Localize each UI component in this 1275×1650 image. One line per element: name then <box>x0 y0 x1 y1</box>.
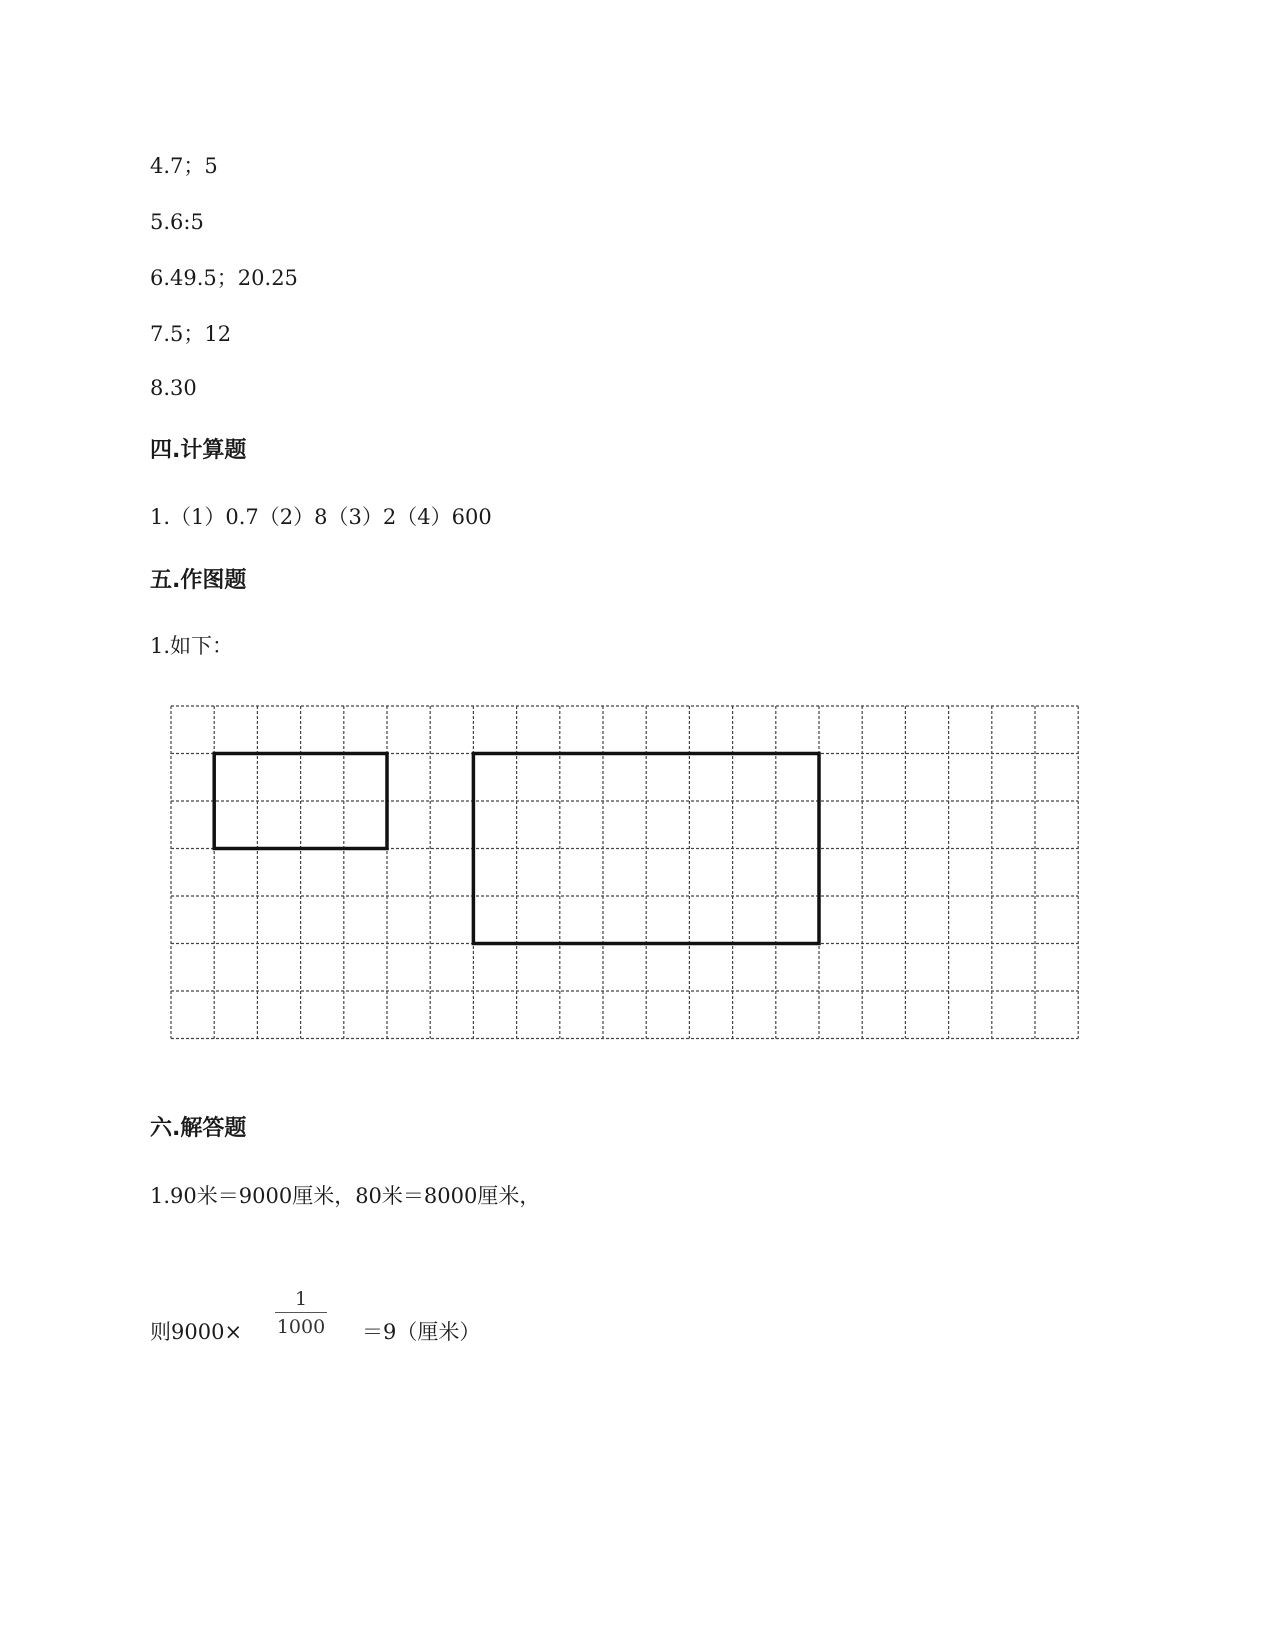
fraction <box>273 1287 329 1339</box>
section-heading-drawing: 五.作图题 <box>150 568 247 593</box>
section-heading-calculation: 四.计算题 <box>150 438 247 463</box>
answer-5: 5.6:5 <box>150 210 204 234</box>
word-problem-line-2-suffix: ＝9（厘米） <box>362 1320 481 1344</box>
calculation-answer: 1.（1）0.7（2）8（3）2（4）600 <box>150 505 492 529</box>
section-heading-word-problems: 六.解答题 <box>150 1116 247 1141</box>
grid-figure <box>170 705 1080 1045</box>
word-problem-line-2-prefix: 则9000× <box>150 1320 243 1344</box>
fraction-numerator: 1 <box>294 1288 308 1310</box>
grid-lines <box>171 706 1078 1039</box>
answer-8: 8.30 <box>150 376 197 400</box>
fraction-denominator: 1000 <box>276 1316 326 1338</box>
fraction-bar <box>275 1312 327 1313</box>
answer-4: 4.7；5 <box>150 154 218 178</box>
word-problem-line-1: 1.90米＝9000厘米，80米＝8000厘米， <box>150 1184 541 1208</box>
answer-7: 7.5；12 <box>150 322 232 346</box>
drawing-answer: 1.如下： <box>150 634 234 658</box>
answer-6: 6.49.5；20.25 <box>150 266 298 290</box>
